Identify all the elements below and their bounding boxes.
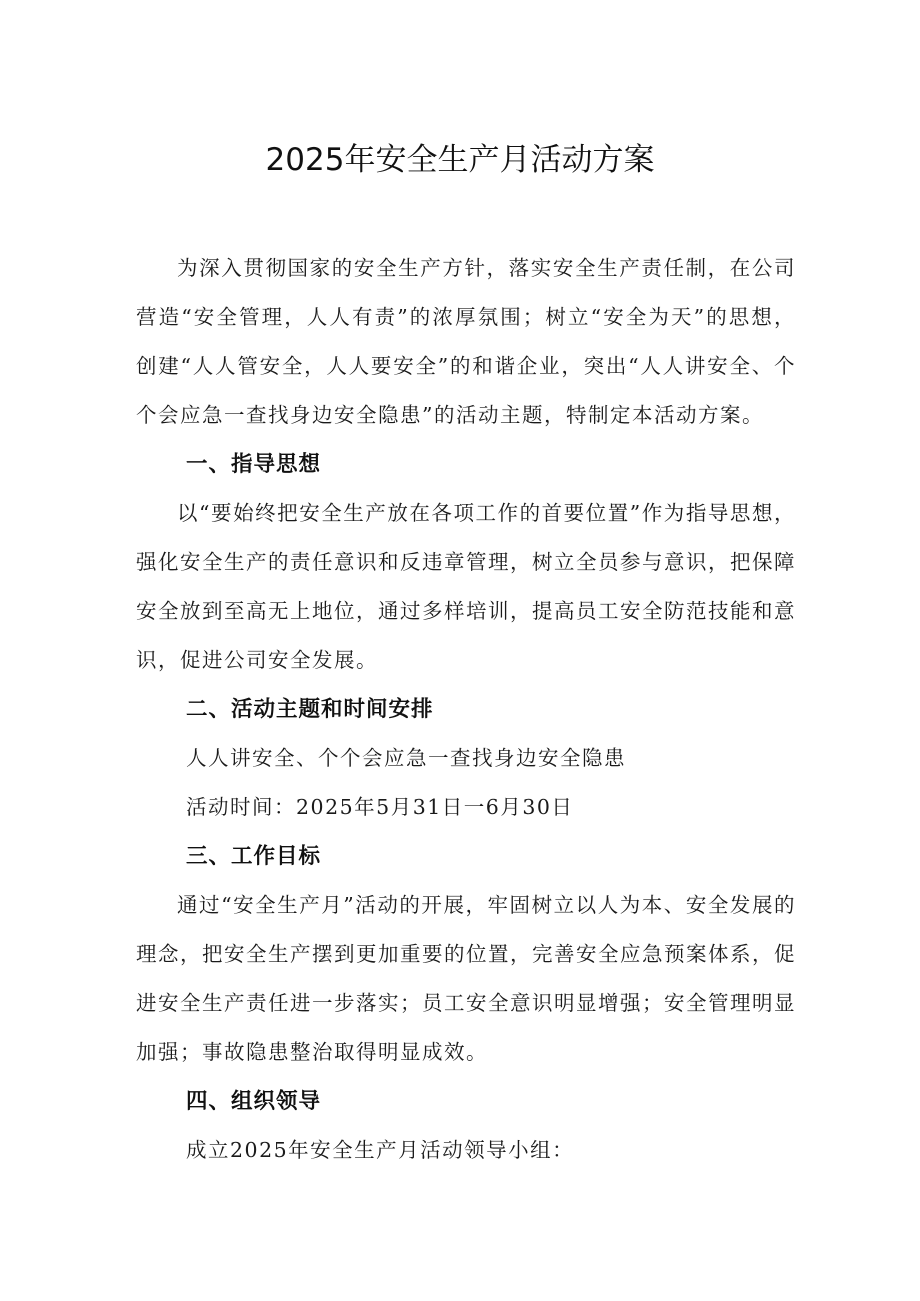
activity-time-line: 活动时间：2025年5月31日一6月30日: [186, 795, 574, 819]
section-heading-work-goals: 三、工作目标: [186, 844, 322, 869]
activity-theme-line: 人人讲安全、个个会应急一查找身边安全隐患: [186, 746, 626, 770]
guiding-ideology-paragraph: 以“要始终把安全生产放在各项工作的首要位置”作为指导思想，强化安全生产的责任意识和反违章管理，树立全员参与意识，把保障安全放到至高无上地位，通过多样培训，提高员工安全防范技能和意识，促进公司安全发展。: [136, 501, 796, 672]
leadership-group-line: 成立2025年安全生产月活动领导小组：: [186, 1138, 575, 1162]
section-heading-theme-schedule: 二、活动主题和时间安排: [186, 697, 434, 722]
section-heading-guiding-ideology: 一、指导思想: [186, 452, 322, 477]
work-goals-paragraph: 通过“安全生产月”活动的开展，牢固树立以人为本、安全发展的理念，把安全生产摆到更加重要的位置，完善安全应急预案体系，促进安全生产责任进一步落实；员工安全意识明显增强；安全管理明显加强；事故隐患整治取得明显成效。: [136, 893, 796, 1064]
section-heading-organization-leadership: 四、组织领导: [186, 1089, 322, 1114]
document-body: [136, 244, 796, 1175]
intro-paragraph: 为深入贯彻国家的安全生产方针，落实安全生产责任制，在公司营造“安全管理，人人有责”的浓厚氛围；树立“安全为天”的思想，创建“人人管安全，人人要安全”的和谐企业，突出“人人讲安全、个个会应急一查找身边安全隐患”的活动主题，特制定本活动方案。: [136, 256, 796, 427]
document-title: 2025年安全生产月活动方案: [265, 142, 655, 178]
